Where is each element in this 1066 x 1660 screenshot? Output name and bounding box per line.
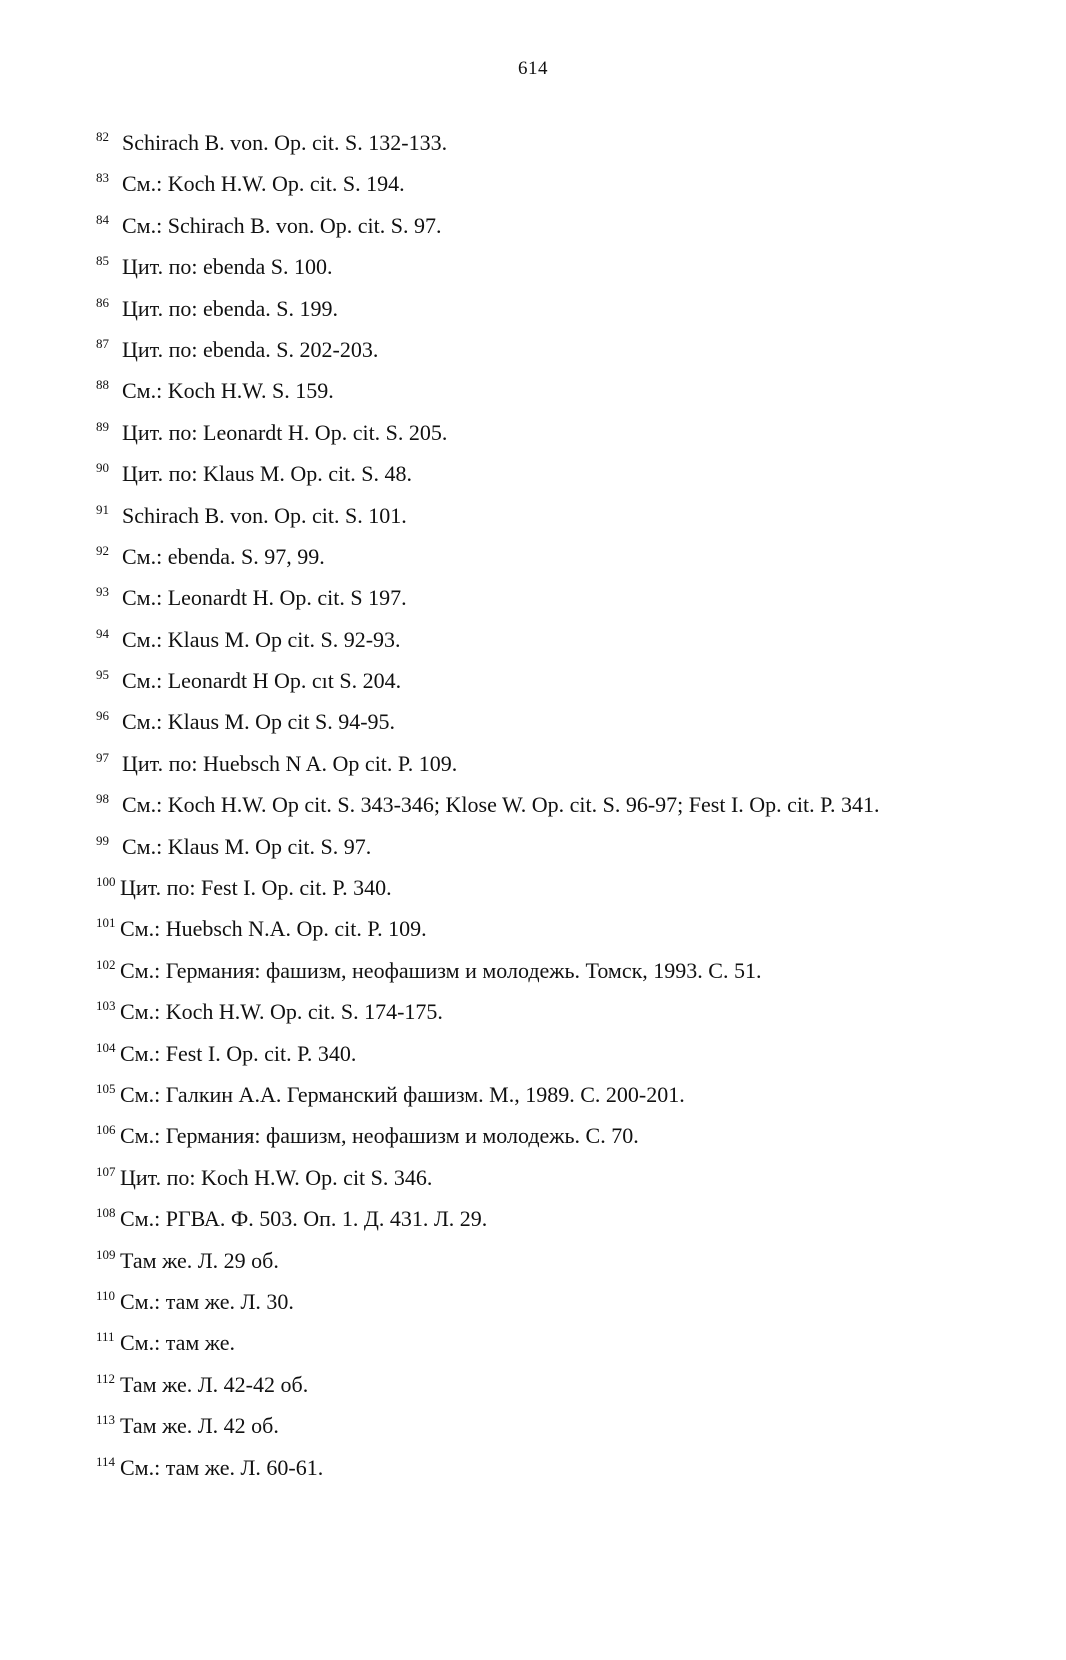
- footnote-number: 86: [96, 294, 109, 310]
- footnote-item: [96, 991, 1026, 1032]
- footnote-text: Цит. по: Leonardt H. Op. cit. S. 205.: [122, 419, 448, 445]
- footnote-list: [96, 122, 1026, 1488]
- footnote-number: 111: [96, 1329, 115, 1345]
- footnote-text: Цит. по: ebenda S. 100.: [122, 254, 333, 280]
- footnote-item: [96, 867, 1026, 908]
- footnote-number: 87: [96, 335, 109, 351]
- footnote-number: 107: [96, 1163, 116, 1179]
- footnote-item: [96, 163, 1026, 204]
- footnote-text: См.: там же. Л. 30.: [120, 1288, 294, 1314]
- footnote-item: [96, 619, 1026, 660]
- footnote-item: [96, 412, 1026, 453]
- footnote-item: [96, 1074, 1026, 1115]
- footnote-text: См.: там же.: [120, 1330, 235, 1356]
- footnote-item: [96, 784, 1026, 825]
- footnote-text: См.: Koch H.W. S. 159.: [122, 378, 334, 404]
- footnote-text: См.: Германия: фашизм, неофашизм и молодежь. С. 70.: [120, 1123, 639, 1149]
- footnote-number: 114: [96, 1453, 116, 1469]
- footnote-text: Цит. по: Klaus M. Op. cit. S. 48.: [122, 461, 413, 487]
- footnote-text: См.: Huebsch N.A. Op. cit. P. 109.: [120, 916, 427, 942]
- footnote-number: 90: [96, 460, 109, 476]
- footnote-number: 93: [96, 584, 109, 600]
- footnote-item: [96, 370, 1026, 411]
- footnote-item: [96, 1281, 1026, 1322]
- footnote-number: 92: [96, 542, 109, 558]
- footnote-number: 96: [96, 708, 109, 724]
- footnote-number: 110: [96, 1287, 116, 1303]
- footnote-text: Там же. Л. 42 об.: [120, 1413, 279, 1439]
- footnote-text: См.: РГВА. Ф. 503. Оп. 1. Д. 431. Л. 29.: [120, 1206, 488, 1232]
- footnote-number: 102: [96, 956, 116, 972]
- footnote-text: См.: Klaus M. Op cit. S. 92-93.: [122, 626, 401, 652]
- footnote-text: Цит. по: ebenda. S. 202-203.: [122, 336, 379, 362]
- footnote-text: Schirach B. von. Op. cit. S. 132-133.: [122, 130, 448, 155]
- footnote-item: [96, 536, 1026, 577]
- footnote-number: 83: [96, 170, 109, 186]
- footnote-item: [96, 743, 1026, 784]
- footnote-number: 91: [96, 501, 109, 517]
- footnote-number: 89: [96, 418, 109, 434]
- footnote-item: [96, 1033, 1026, 1074]
- footnote-item: [96, 577, 1026, 618]
- footnote-item: [96, 495, 1026, 536]
- footnote-number: 103: [96, 998, 116, 1014]
- footnote-item: [96, 1322, 1026, 1363]
- footnote-text: Там же. Л. 42-42 об.: [120, 1371, 309, 1397]
- footnote-text: Schirach B. von. Op. cit. S. 101.: [122, 502, 407, 528]
- footnote-number: 94: [96, 625, 109, 641]
- footnote-item: [96, 1405, 1026, 1446]
- footnote-item: [96, 1198, 1026, 1239]
- footnote-number: 100: [96, 874, 116, 890]
- footnote-item: [96, 908, 1026, 949]
- footnote-text: Цит. по: ebenda. S. 199.: [122, 295, 339, 321]
- footnote-text: См.: Klaus M. Op cit. S. 97.: [122, 833, 372, 859]
- footnote-item: [96, 950, 1026, 991]
- footnote-text: См.: Koch H.W. Op cit. S. 343-346; Klose W. Op. cit. S. 96-97; Fest I. Op. cit. P. 341.: [122, 792, 880, 818]
- footnote-number: 85: [96, 253, 109, 269]
- footnote-item: [96, 1157, 1026, 1198]
- footnote-item: [96, 1447, 1026, 1488]
- footnote-item: [96, 1115, 1026, 1156]
- footnote-text: См.: ebenda. S. 97, 99.: [122, 543, 325, 569]
- footnote-item: [96, 1240, 1026, 1281]
- footnote-number: 113: [96, 1412, 116, 1428]
- footnote-item: [96, 329, 1026, 370]
- footnote-number: 104: [96, 1039, 116, 1055]
- footnote-item: [96, 660, 1026, 701]
- footnote-text: См.: Koch H.W. Op. cit. S. 194.: [122, 171, 405, 197]
- footnote-item: [96, 453, 1026, 494]
- footnote-text: Цит. по: Fest I. Op. cit. P. 340.: [120, 875, 392, 901]
- footnote-number: 112: [96, 1370, 116, 1386]
- footnote-text: См.: Галкин А.А. Германский фашизм. М., 1989. С. 200-201.: [120, 1081, 685, 1107]
- footnote-text: См.: Schirach B. von. Op. cit. S. 97.: [122, 212, 442, 238]
- footnote-number: 108: [96, 1205, 116, 1221]
- footnote-number: 105: [96, 1080, 116, 1096]
- footnote-text: См.: Leonardt H. Op. cit. S 197.: [122, 585, 407, 611]
- page-number: 614: [518, 58, 548, 79]
- footnote-item: [96, 1364, 1026, 1405]
- footnote-item: [96, 205, 1026, 246]
- footnote-number: 99: [96, 832, 109, 848]
- footnote-number: 101: [96, 915, 116, 931]
- footnote-number: 106: [96, 1122, 116, 1138]
- footnote-text: См.: Klaus M. Op cit S. 94-95.: [122, 709, 396, 735]
- footnote-text: См.: Fest I. Op. cit. P. 340.: [120, 1040, 357, 1066]
- footnote-number: 109: [96, 1246, 116, 1262]
- footnote-item: [96, 701, 1026, 742]
- footnote-number: 95: [96, 667, 109, 683]
- footnote-text: Цит. по: Koch H.W. Op. cit S. 346.: [120, 1164, 433, 1190]
- footnote-item: [96, 122, 1026, 163]
- footnote-text: См.: Leonardt H Op. cıt S. 204.: [122, 668, 402, 694]
- footnote-number: 84: [96, 211, 109, 227]
- footnote-item: [96, 246, 1026, 287]
- footnote-text: См.: Германия: фашизм, неофашизм и молодежь. Томск, 1993. С. 51.: [120, 957, 762, 983]
- footnote-item: [96, 288, 1026, 329]
- footnote-number: 88: [96, 377, 109, 393]
- footnote-item: [96, 826, 1026, 867]
- footnote-number: 98: [96, 791, 109, 807]
- footnote-text: Цит. по: Huebsch N A. Op cit. P. 109.: [122, 750, 458, 776]
- footnote-text: См.: Koch H.W. Op. cit. S. 174-175.: [120, 999, 443, 1025]
- footnote-text: См.: там же. Л. 60-61.: [120, 1454, 324, 1480]
- footnote-text: Там же. Л. 29 об.: [120, 1247, 279, 1273]
- footnote-number: 82: [96, 129, 109, 144]
- footnote-number: 97: [96, 749, 109, 765]
